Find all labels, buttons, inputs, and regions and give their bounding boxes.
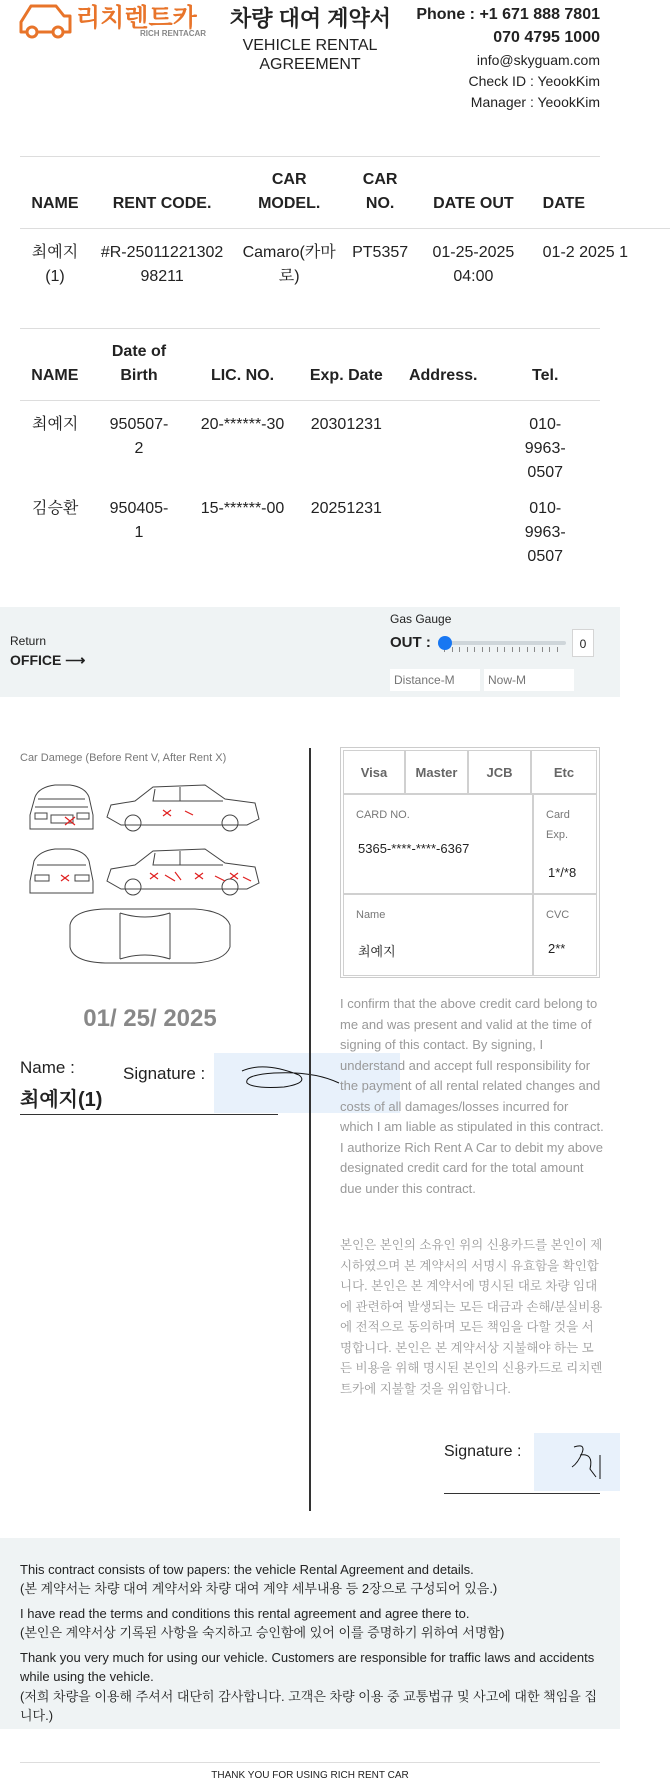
cell-license: 20-******-30	[200, 416, 285, 433]
cell-date-out: 01-25-2025 04:00	[432, 244, 515, 285]
divider	[20, 156, 600, 157]
card-no-value: 5365-****-****-6367	[358, 841, 470, 856]
slider-tick	[557, 647, 558, 652]
car-side-view-left	[107, 849, 259, 895]
footer-thanks: THANK YOU FOR USING RICH RENT CAR	[211, 1770, 409, 1781]
table-row	[20, 497, 600, 581]
table-row	[20, 229, 670, 302]
title-english: VEHICLE RENTAL AGREEMENT	[242, 37, 378, 73]
slider-tick	[489, 647, 490, 652]
col-header: Date of Birth	[111, 343, 167, 384]
confirmation-text-korean: 본인은 본인의 소유인 위의 신용카드를 본인이 제시하였으며 본 계약서의 서명시 유효함을 확인합니다. 본인은 본 계약서에 명시된 대로 차량 임대에 관련하여 발생되는 모든 대금과 손해/분실비용에 전적으로 동의하며 모든 책임을 다할 것을 서명합니다. 본인은 본 계약서상 지불해야 하는 모든 비용을 위해 명시된 본인의 신용카드로 리치렌트카에 지불할 것을 위임합니다.	[340, 1238, 603, 1396]
gas-gauge-label: Gas Gauge	[390, 612, 452, 626]
car-side-view-right	[107, 785, 259, 831]
cvc-value: 2**	[548, 941, 566, 956]
car-front-view	[30, 785, 93, 829]
signature-label: Signature :	[123, 1064, 206, 1083]
slider-tick	[504, 647, 505, 652]
col-header: Tel.	[532, 367, 559, 384]
slider-tick	[459, 647, 460, 652]
cvc-cell	[533, 894, 597, 976]
logo-text-ko: 리치렌트카	[76, 3, 197, 32]
card-signature-label: Signature :	[444, 1443, 522, 1460]
gas-gauge-section	[0, 607, 620, 697]
cell-address	[396, 401, 490, 498]
term-3-ko: (저희 차량을 이용해 주셔서 대단히 감사합니다. 고객은 차량 이용 중 교통법규 및 사고에 대한 책임을 집니다.)	[20, 1689, 597, 1723]
card-name-label: Name	[356, 909, 386, 921]
table-row	[20, 401, 600, 498]
distance-input[interactable]	[390, 669, 480, 691]
damage-label: Car Damege (Before Rent V, After Rent X)	[20, 752, 227, 764]
cell-car-model: Camaro(카마로)	[242, 244, 336, 285]
cell-name: 김승환	[32, 500, 79, 517]
col-header: CAR NO.	[362, 171, 398, 212]
term-1-ko: (본 계약서는 차량 대여 계약서와 차량 대여 계약 세부내용 등 2장으로 구성되어 있음.)	[20, 1581, 498, 1596]
term-2-ko: (본인은 계약서상 기록된 사항을 숙지하고 승인함에 있어 이를 증명하기 위하여 서명함)	[20, 1625, 505, 1640]
rental-date: 01/ 25/ 2025	[83, 1005, 217, 1032]
card-exp-label: Card Exp.	[546, 809, 570, 841]
out-label: OUT :	[390, 634, 431, 651]
cell-rent-code: #R-2501122130298211	[100, 244, 224, 285]
card-no-cell	[343, 794, 533, 894]
card-signature-image	[534, 1433, 620, 1491]
cell-exp-date: 20251231	[310, 500, 382, 517]
credit-card-table	[340, 747, 600, 978]
phone-primary: Phone : +1 671 888 7801	[416, 6, 600, 23]
title-korean: 차량 대여 계약서	[230, 6, 391, 31]
brand-master[interactable]: Master	[405, 750, 468, 794]
car-top-view	[70, 909, 230, 963]
slider-tick	[549, 647, 550, 652]
slider-tick	[542, 647, 543, 652]
gas-slider[interactable]	[438, 632, 568, 654]
term-3-en: Thank you very much for using our vehicle. Customers are responsible for traffic laws and accidents while using the vehicle.	[20, 1650, 595, 1684]
name-underline	[20, 1114, 278, 1115]
rental-table	[20, 168, 629, 301]
cvc-label: CVC	[546, 909, 570, 921]
office-label: OFFICE	[10, 652, 62, 668]
card-name-value: 최예지	[358, 944, 396, 959]
slider-tick	[512, 647, 513, 652]
brand-etc[interactable]: Etc	[531, 750, 597, 794]
card-name-cell	[343, 894, 533, 976]
divider	[20, 328, 600, 329]
cell-dob: 950507-2	[109, 416, 169, 457]
col-header: NAME	[31, 195, 79, 212]
slider-track	[440, 641, 566, 645]
driver-table	[20, 340, 600, 581]
name-label: Name :	[20, 1058, 75, 1077]
company-logo	[18, 0, 218, 40]
contact-info	[416, 3, 600, 113]
now-input[interactable]	[484, 669, 574, 691]
col-header: Address.	[408, 367, 478, 384]
table-header-row	[20, 340, 600, 401]
slider-tick	[497, 647, 498, 652]
term-1-en: This contract consists of tow papers: the vehicle Rental Agreement and details.	[20, 1562, 474, 1577]
card-no-label: CARD NO.	[356, 809, 410, 821]
cell-dob: 950405-1	[109, 500, 169, 541]
confirmation-text-english: I confirm that the above credit card belong to me and was present and valid at the time of signing of this contact. By signing, I understand and accept full responsibility for the payment of all rental related changes and costs of all damages/losses incurred for which I am liable as stipulated in this contract. I authorize Rich Rent A Car to debit my above designated credit card for the total amount due under this contract.	[340, 996, 604, 1196]
vertical-divider	[309, 748, 311, 1511]
divider	[20, 1762, 600, 1763]
phone-secondary: 070 4795 1000	[493, 29, 600, 46]
manager: Manager : YeookKim	[470, 94, 600, 110]
brand-visa[interactable]: Visa	[343, 750, 405, 794]
email: info@skyguam.com	[476, 52, 600, 68]
name-value: 최예지(1)	[20, 1089, 103, 1111]
car-damage-diagram	[25, 775, 275, 985]
card-exp-cell	[533, 794, 597, 894]
cell-exp-date: 20301231	[310, 416, 382, 433]
cell-tel: 010-9963-0507	[524, 500, 566, 565]
card-exp-value: 1*/*8	[548, 865, 577, 880]
brand-jcb[interactable]: JCB	[468, 750, 531, 794]
col-header: NAME	[31, 367, 79, 384]
check-id: Check ID : YeookKim	[468, 73, 600, 89]
return-location	[10, 652, 85, 669]
card-signature-underline	[444, 1493, 600, 1494]
slider-tick	[534, 647, 535, 652]
slider-tick	[452, 647, 453, 652]
col-header: RENT CODE.	[112, 195, 212, 212]
col-header: LIC. NO.	[210, 367, 275, 384]
cell-name: 최예지 (1)	[31, 244, 79, 285]
slider-tick	[527, 647, 528, 652]
cell-address	[396, 497, 490, 581]
col-header: DATE	[542, 195, 586, 212]
slider-knob[interactable]	[438, 636, 452, 650]
terms-section	[0, 1538, 620, 1729]
cell-tel: 010-9963-0507	[524, 416, 566, 481]
car-rear-view	[30, 849, 93, 893]
cell-name: 최예지	[32, 416, 79, 433]
table-header-row	[20, 168, 670, 229]
cell-car-no: PT5357	[352, 244, 409, 261]
logo-text-en: RICH RENTACAR	[140, 29, 207, 38]
cell-date-in: 01-2 2025 1	[542, 244, 629, 261]
gas-value: 0	[572, 629, 594, 657]
slider-tick	[519, 647, 520, 652]
arrow-right-icon: ⟶	[65, 652, 86, 668]
col-header: CAR MODEL.	[258, 171, 321, 212]
cell-license: 15-******-00	[200, 500, 285, 517]
term-2-en: I have read the terms and conditions this rental agreement and agree there to.	[20, 1606, 470, 1621]
slider-tick	[474, 647, 475, 652]
slider-tick	[482, 647, 483, 652]
col-header: Exp. Date	[309, 367, 383, 384]
slider-tick	[467, 647, 468, 652]
col-header: DATE OUT	[433, 195, 514, 212]
card-signature-pad[interactable]	[534, 1433, 620, 1491]
return-label: Return	[10, 634, 47, 648]
